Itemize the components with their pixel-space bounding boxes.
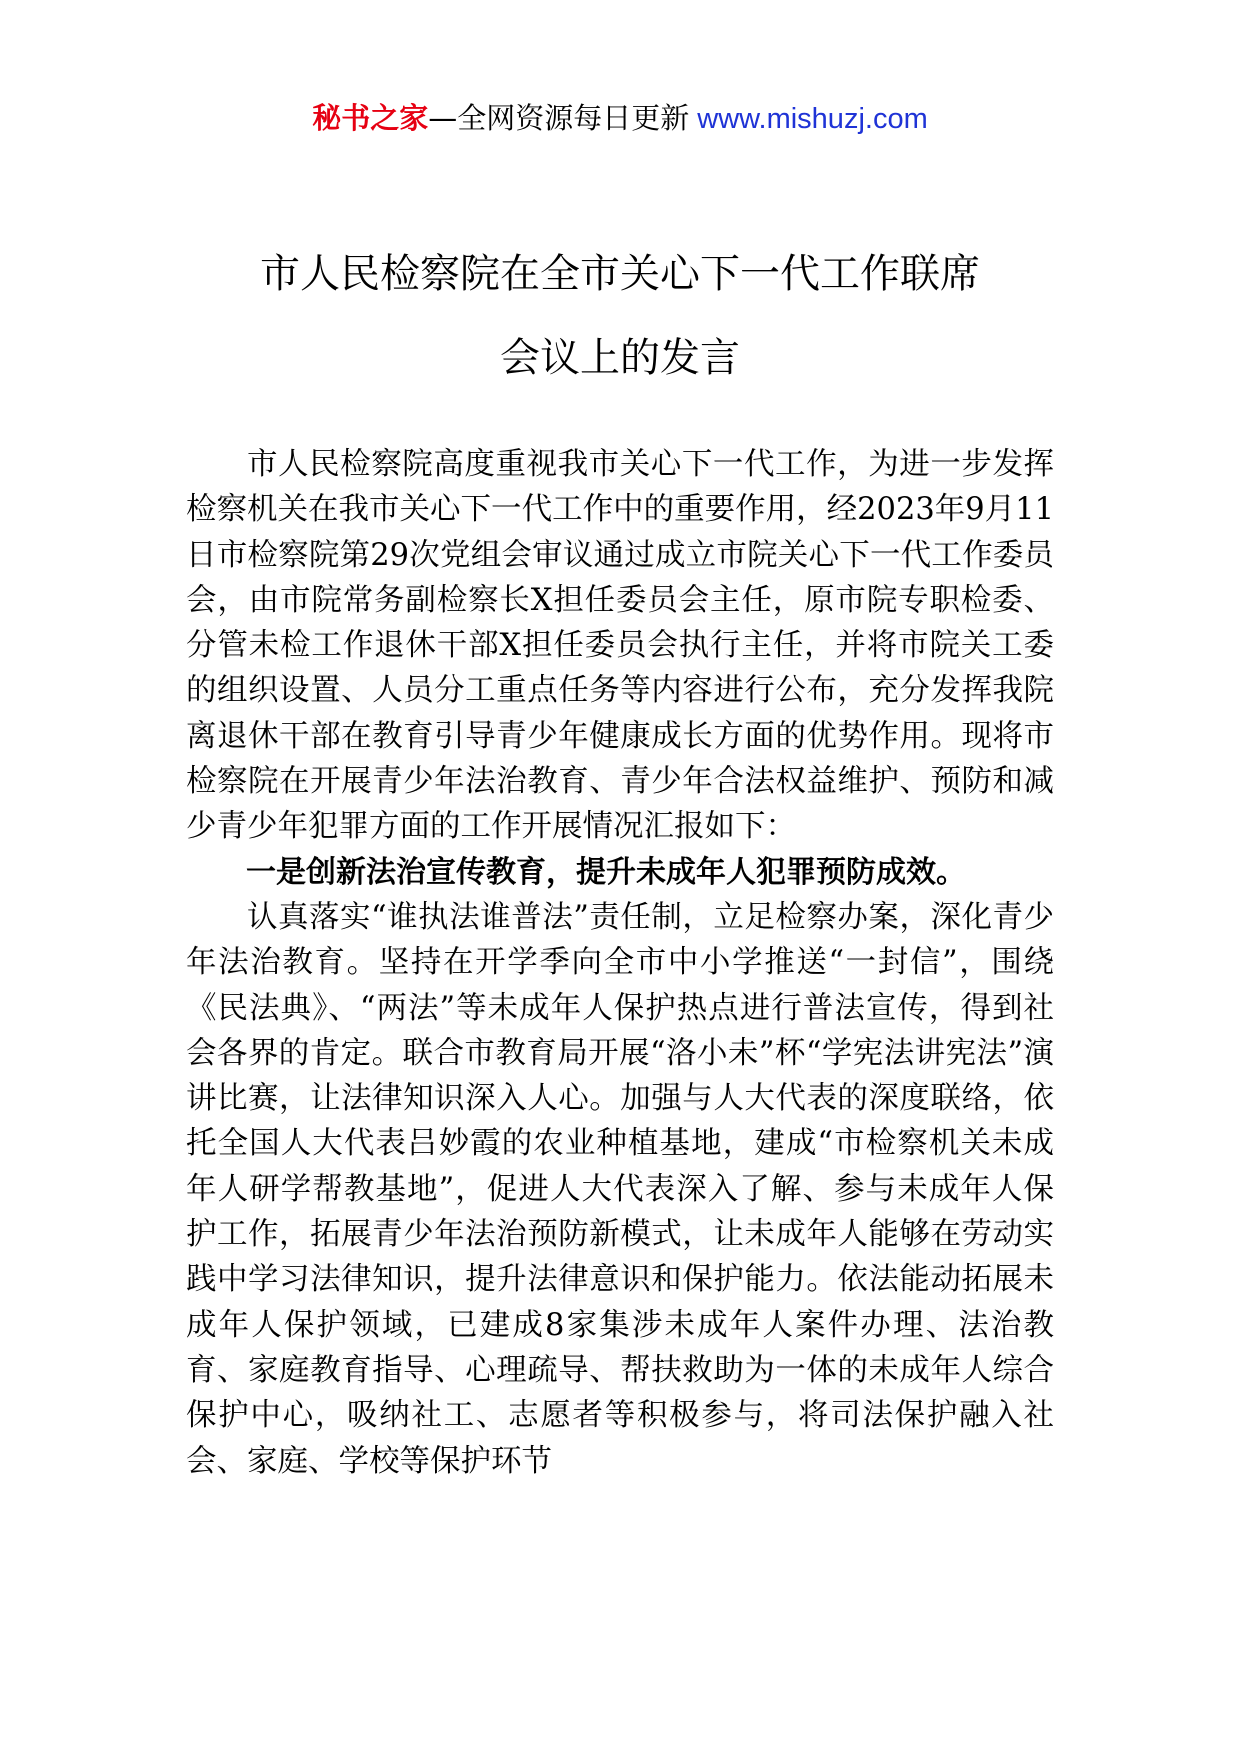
- banner-slogan: —全网资源每日更新: [428, 101, 690, 135]
- title-line-1: 市人民检察院在全市关心下一代工作联席: [260, 251, 980, 297]
- site-url-link[interactable]: www.mishuzj.com: [697, 103, 928, 135]
- brand-name: 秘书之家: [312, 101, 429, 135]
- site-banner: [0, 98, 1240, 139]
- document-title: [150, 232, 1090, 400]
- intro-paragraph: 市人民检察院高度重视我市关心下一代工作，为进一步发挥检察机关在我市关心下一代工作中的重要作用，经2023年9月11日市检察院第29次党组会审议通过成立市院关心下一代工作委员会，由市院常务副检察长X担任委员会主任，原市院专职检委、分管未检工作退休干部X担任委员会执行主任，并将市院关工委的组织设置、人员分工重点任务等内容进行公布，充分发挥我院离退休干部在教育引导青少年健康成长方面的优势作用。现将市检察院在开展青少年法治教育、青少年合法权益维护、预防和减少青少年犯罪方面的工作开展情况汇报如下：: [186, 447, 1054, 845]
- body-paragraph: 认真落实“谁执法谁普法”责任制，立足检察办案，深化青少年法治教育。坚持在开学季向全市中小学推送“一封信”，围绕《民法典》、“两法”等未成年人保护热点进行普法宣传，得到社会各界的肯定。联合市教育局开展“洛小未”杯“学宪法讲宪法”演讲比赛，让法律知识深入人心。加强与人大代表的深度联络，依托全国人大代表吕妙霞的农业种植基地，建成“市检察机关未成年人研学帮教基地”，促进人大代表深入了解、参与未成年人保护工作，拓展青少年法治预防新模式，让未成年人能够在劳动实践中学习法律知识，提升法律意识和保护能力。依法能动拓展未成年人保护领域，已建成8家集涉未成年人案件办理、法治教育、家庭教育指导、心理疏导、帮扶救助为一体的未成年人综合保护中心，吸纳社工、志愿者等积极参与，将司法保护融入社会、家庭、学校等保护环节: [186, 899, 1054, 1479]
- title-line-2: 会议上的发言: [500, 335, 740, 381]
- document-body: [186, 442, 1054, 1484]
- section-heading-1: 一是创新法治宣传教育，提升未成年人犯罪预防成效。: [246, 854, 966, 890]
